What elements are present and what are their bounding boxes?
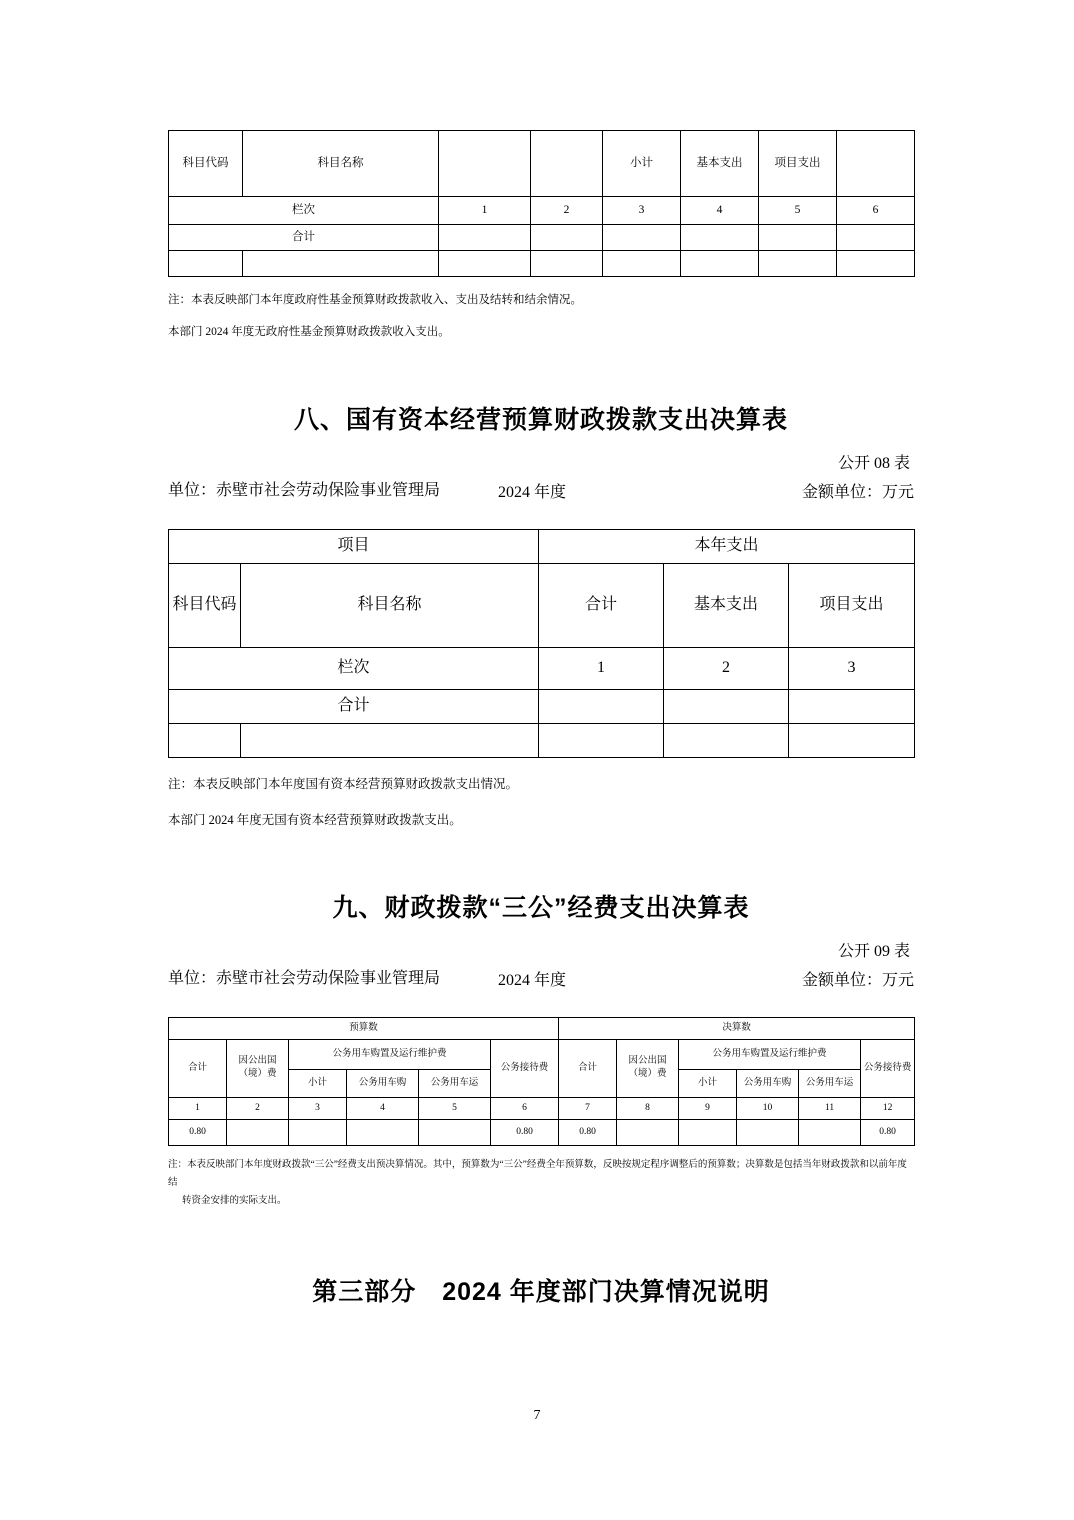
part-title-3: 第三部分 2024 年度部门决算情况说明 bbox=[312, 1277, 770, 1306]
page-number: 7 bbox=[533, 1408, 541, 1423]
header-total: 合计 bbox=[539, 563, 664, 647]
header-final-vehicle-subtotal: 小计 bbox=[679, 1069, 737, 1097]
group-header-final: 决算数 bbox=[559, 1017, 915, 1039]
section-title-8: 八、国有资本经营预算财政拨款支出决算表 bbox=[293, 405, 788, 434]
cell-empty bbox=[439, 251, 531, 277]
cell-empty bbox=[169, 723, 241, 757]
value-final-vehicle-subtotal bbox=[679, 1119, 737, 1145]
cell-empty bbox=[241, 723, 539, 757]
cell-empty bbox=[531, 225, 603, 251]
cell-empty bbox=[759, 251, 837, 277]
table-row bbox=[169, 131, 915, 197]
table-row bbox=[169, 647, 915, 689]
header-budget-vehicle-subtotal: 小计 bbox=[289, 1069, 347, 1097]
meta-amount-unit: 金额单位：万元 bbox=[801, 483, 914, 501]
value-final-vehicle-running bbox=[799, 1119, 861, 1145]
cell-empty bbox=[169, 251, 243, 277]
value-budget-abroad bbox=[227, 1119, 289, 1145]
table-row bbox=[169, 1039, 915, 1069]
col-num-6: 6 bbox=[837, 197, 915, 225]
table-row bbox=[169, 1097, 915, 1119]
cell-empty bbox=[759, 225, 837, 251]
header-blank-2 bbox=[531, 131, 603, 197]
cell-empty bbox=[837, 251, 915, 277]
header-subject-name: 科目名称 bbox=[243, 131, 439, 197]
header-final-total: 合计 bbox=[559, 1039, 617, 1097]
header-subtotal: 小计 bbox=[603, 131, 681, 197]
table-row bbox=[169, 1017, 915, 1039]
cell-empty bbox=[837, 225, 915, 251]
table-row bbox=[169, 251, 915, 277]
header-final-vehicle-group: 公务用车购置及运行维护费 bbox=[679, 1039, 861, 1069]
value-budget-vehicle-purchase bbox=[347, 1119, 419, 1145]
meta-year: 2024 年度 bbox=[498, 483, 567, 501]
col-num-7: 7 bbox=[559, 1097, 617, 1119]
table-row bbox=[169, 197, 915, 225]
cell-empty bbox=[539, 723, 664, 757]
header-final-abroad: 因公出国（境）费 bbox=[617, 1039, 679, 1097]
header-basic-expenditure: 基本支出 bbox=[664, 563, 789, 647]
meta-unit: 单位：赤壁市社会劳动保险事业管理局 bbox=[168, 481, 441, 499]
page-content bbox=[168, 0, 914, 1308]
col-num-5: 5 bbox=[759, 197, 837, 225]
value-final-vehicle-purchase bbox=[737, 1119, 799, 1145]
cell-empty bbox=[664, 723, 789, 757]
header-budget-vehicle-purchase: 公务用车购 bbox=[347, 1069, 419, 1097]
table-row bbox=[169, 689, 915, 723]
row-label-columns: 栏次 bbox=[169, 197, 439, 225]
header-final-vehicle-purchase: 公务用车购 bbox=[737, 1069, 799, 1097]
header-project-expenditure: 项目支出 bbox=[759, 131, 837, 197]
table-row bbox=[169, 563, 915, 647]
section9-note-line-1: 注：本表反映部门本年度财政拨款“三公”经费支出预决算情况。其中，预算数为“三公”经费全年预算数，反映按规定程序调整后的预算数；决算数是包括当年财政拨款和以前年度结 bbox=[168, 1159, 907, 1188]
col-num-5: 5 bbox=[419, 1097, 491, 1119]
header-final-vehicle-running: 公务用车运 bbox=[799, 1069, 861, 1097]
table-row bbox=[169, 225, 915, 251]
public-table-no-08: 公开 08 表 bbox=[837, 454, 910, 472]
section8-note-1: 注：本表反映部门本年度国有资本经营预算财政拨款支出情况。 bbox=[168, 776, 519, 791]
table-meta-08 bbox=[168, 479, 914, 525]
table-state-capital-expenditure bbox=[168, 529, 915, 758]
col-num-1: 1 bbox=[539, 647, 664, 689]
cell-empty bbox=[664, 689, 789, 723]
group-header-year-expenditure: 本年支出 bbox=[539, 529, 915, 563]
col-num-12: 12 bbox=[861, 1097, 915, 1119]
header-budget-total: 合计 bbox=[169, 1039, 227, 1097]
cell-empty bbox=[789, 689, 915, 723]
cell-empty bbox=[681, 251, 759, 277]
table-row bbox=[169, 529, 915, 563]
value-final-abroad bbox=[617, 1119, 679, 1145]
col-num-3: 3 bbox=[603, 197, 681, 225]
value-budget-total: 0.80 bbox=[169, 1119, 227, 1145]
row-label-columns: 栏次 bbox=[169, 647, 539, 689]
group-header-project: 项目 bbox=[169, 529, 539, 563]
col-num-11: 11 bbox=[799, 1097, 861, 1119]
col-num-6: 6 bbox=[491, 1097, 559, 1119]
value-final-reception: 0.80 bbox=[861, 1119, 915, 1145]
meta-year: 2024 年度 bbox=[498, 971, 567, 989]
col-num-2: 2 bbox=[664, 647, 789, 689]
col-num-2: 2 bbox=[531, 197, 603, 225]
col-num-4: 4 bbox=[681, 197, 759, 225]
col-num-8: 8 bbox=[617, 1097, 679, 1119]
header-basic-expenditure: 基本支出 bbox=[681, 131, 759, 197]
header-blank-1 bbox=[439, 131, 531, 197]
section8-note-2: 本部门 2024 年度无国有资本经营预算财政拨款支出。 bbox=[168, 812, 462, 827]
cell-empty bbox=[531, 251, 603, 277]
cell-empty bbox=[439, 225, 531, 251]
cell-empty bbox=[603, 225, 681, 251]
meta-amount-unit: 金额单位：万元 bbox=[801, 971, 914, 989]
section-title-9: 九、财政拨款“三公”经费支出决算表 bbox=[332, 893, 750, 922]
cell-empty bbox=[539, 689, 664, 723]
table-row bbox=[169, 1119, 915, 1145]
col-num-1: 1 bbox=[169, 1097, 227, 1119]
table-note-1: 注：本表反映部门本年度政府性基金预算财政拨款收入、支出及结转和结余情况。 bbox=[168, 294, 582, 306]
public-table-no-09: 公开 09 表 bbox=[837, 942, 910, 960]
header-subject-name: 科目名称 bbox=[241, 563, 539, 647]
header-blank-3 bbox=[837, 131, 915, 197]
header-budget-abroad: 因公出国（境）费 bbox=[227, 1039, 289, 1097]
header-subject-code: 科目代码 bbox=[169, 563, 241, 647]
cell-empty bbox=[789, 723, 915, 757]
table-row bbox=[169, 723, 915, 757]
header-subject-code: 科目代码 bbox=[169, 131, 243, 197]
header-budget-reception: 公务接待费 bbox=[491, 1039, 559, 1097]
header-budget-vehicle-group: 公务用车购置及运行维护费 bbox=[289, 1039, 491, 1069]
group-header-budget: 预算数 bbox=[169, 1017, 559, 1039]
value-budget-vehicle-running bbox=[419, 1119, 491, 1145]
header-final-reception: 公务接待费 bbox=[861, 1039, 915, 1097]
cell-empty bbox=[243, 251, 439, 277]
value-budget-reception: 0.80 bbox=[491, 1119, 559, 1145]
value-final-total: 0.80 bbox=[559, 1119, 617, 1145]
value-budget-vehicle-subtotal bbox=[289, 1119, 347, 1145]
section9-note bbox=[168, 1156, 914, 1210]
col-num-1: 1 bbox=[439, 197, 531, 225]
col-num-3: 3 bbox=[289, 1097, 347, 1119]
col-num-3: 3 bbox=[789, 647, 915, 689]
row-label-total: 合计 bbox=[169, 689, 539, 723]
section9-note-line-2: 转资金安排的实际支出。 bbox=[182, 1195, 287, 1206]
cell-empty bbox=[603, 251, 681, 277]
col-num-10: 10 bbox=[737, 1097, 799, 1119]
header-project-expenditure: 项目支出 bbox=[789, 563, 915, 647]
row-label-total: 合计 bbox=[169, 225, 439, 251]
header-budget-vehicle-running: 公务用车运 bbox=[419, 1069, 491, 1097]
table-government-fund-expenditure bbox=[168, 130, 915, 277]
meta-unit: 单位：赤壁市社会劳动保险事业管理局 bbox=[168, 969, 441, 987]
table-note-2: 本部门 2024 年度无政府性基金预算财政拨款收入支出。 bbox=[168, 326, 450, 339]
col-num-9: 9 bbox=[679, 1097, 737, 1119]
col-num-4: 4 bbox=[347, 1097, 419, 1119]
col-num-2: 2 bbox=[227, 1097, 289, 1119]
table-three-public-expenses bbox=[168, 1017, 915, 1146]
cell-empty bbox=[681, 225, 759, 251]
table-meta-09 bbox=[168, 967, 914, 1013]
